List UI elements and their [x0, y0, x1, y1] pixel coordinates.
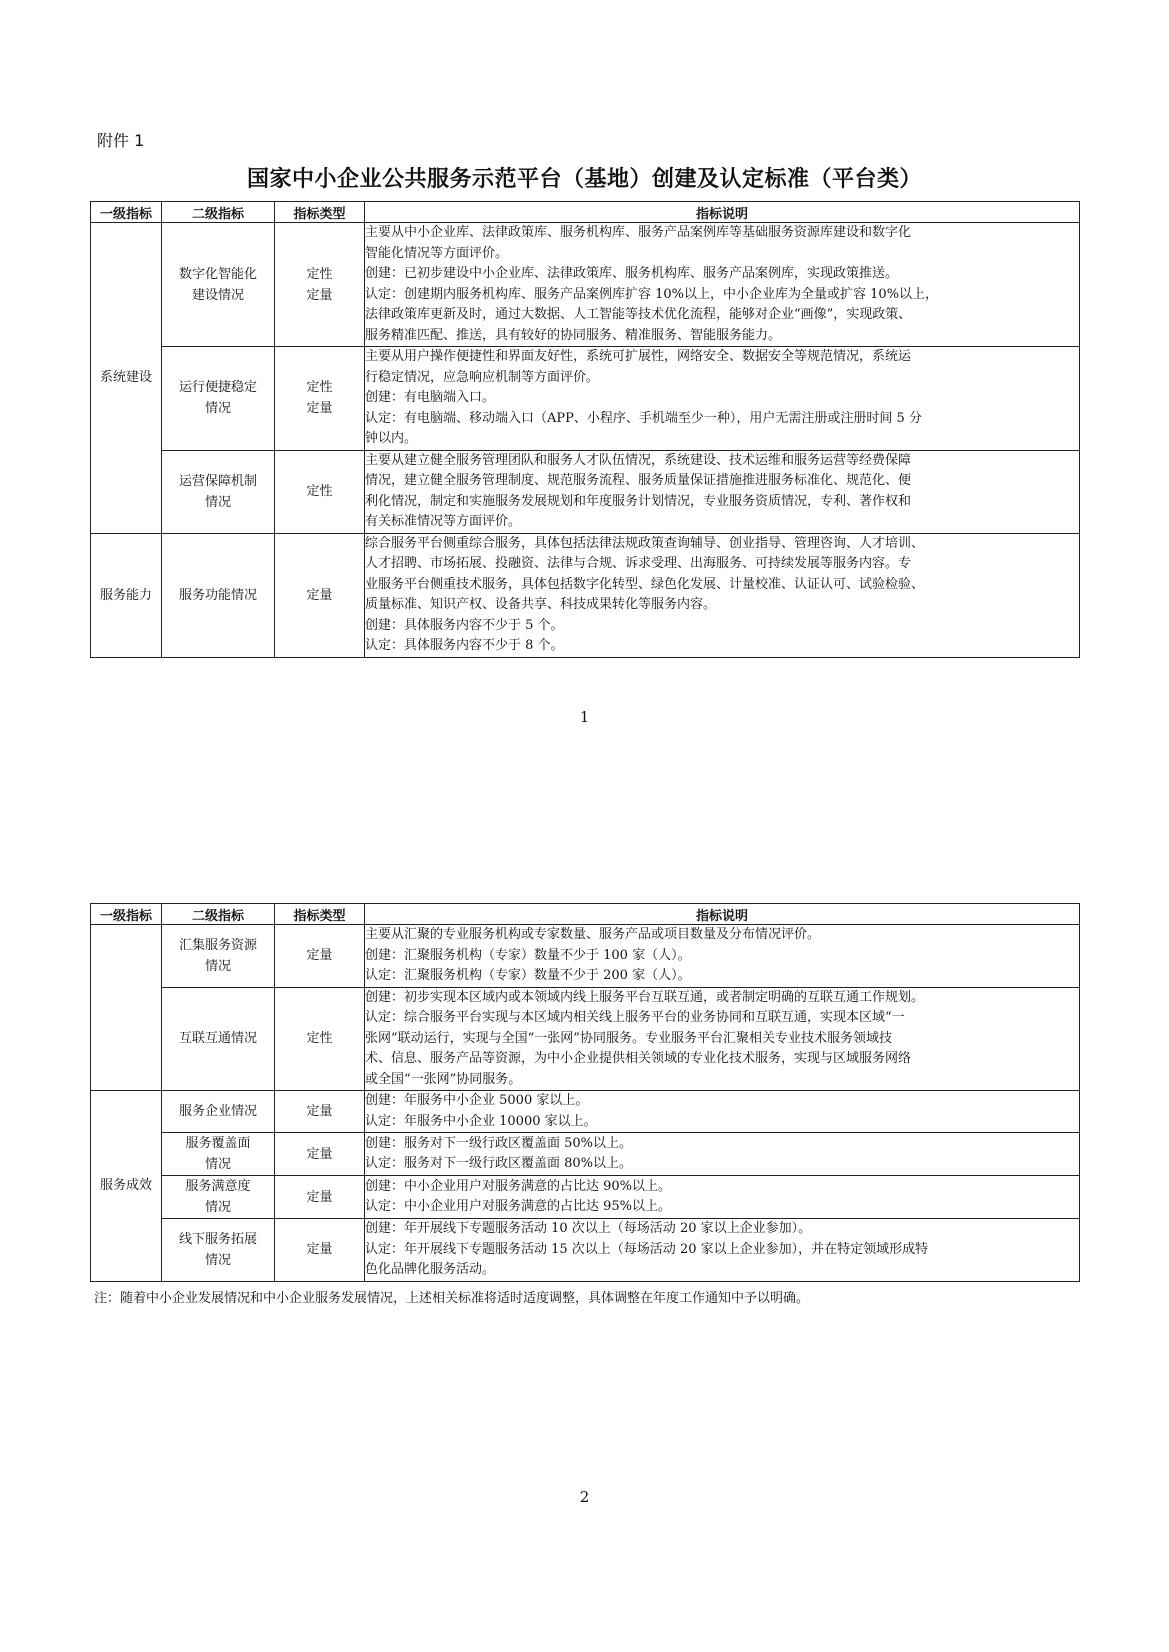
indicator-description — [365, 1219, 1080, 1282]
desc-line: 创建：服务对下一级行政区覆盖面 50%以上。 — [365, 1135, 633, 1151]
indicator-name — [162, 450, 275, 533]
table-row — [91, 533, 1080, 657]
indicator-type — [275, 450, 365, 533]
indicator-name — [162, 1176, 275, 1219]
header-type: 指标类型 — [275, 202, 365, 223]
desc-line: 创建：具体服务内容不少于 5 个。 — [365, 617, 564, 633]
desc-line: 认定：中小企业用户对服务满意的占比达 95%以上。 — [365, 1199, 672, 1214]
indicator-name — [162, 1091, 275, 1133]
indicator-description — [365, 347, 1080, 451]
desc-line: 认定：年服务中小企业 10000 家以上。 — [365, 1113, 597, 1129]
indicator-name-line: 情况 — [204, 958, 231, 974]
page-number-2: 2 — [579, 1488, 590, 1506]
standards-table-page-2 — [90, 903, 1080, 1282]
group-service-effectiveness: 服务成效 — [91, 1091, 162, 1282]
header-desc: 指标说明 — [365, 904, 1080, 925]
indicator-name-line: 情况 — [204, 401, 231, 417]
desc-line: 业服务平台侧重技术服务，具体包括数字化转型、绿色化发展、计量校准、认证认可、试验检验、 — [365, 576, 925, 592]
desc-line: 质量标准、知识产权、设备共享、科技成果转化等服务内容。 — [365, 597, 717, 612]
desc-line: 综合服务平台侧重综合服务，具体包括法律法规政策查询辅导、创业指导、管理咨询、人才培训、 — [365, 535, 925, 551]
indicator-description — [365, 1176, 1080, 1219]
indicator-name-line: 运行便捷稳定 — [178, 380, 257, 396]
table-row — [91, 1219, 1080, 1282]
indicator-name-line: 情况 — [204, 1157, 231, 1172]
desc-line: 人才招聘、市场拓展、投融资、法律与合规、诉求受理、出海服务、可持续发展等服务内容。专 — [365, 556, 912, 571]
table-row — [91, 1091, 1080, 1133]
desc-line: 有关标准情况等方面评价。 — [365, 514, 522, 529]
indicator-description — [365, 1091, 1080, 1133]
desc-line: 行稳定情况，应急响应机制等方面评价。 — [365, 369, 600, 385]
desc-line: 创建：初步实现本区域内或本领域内线上服务平台互联互通，或者制定明确的互联互通工作规划。 — [365, 989, 925, 1005]
indicator-type-line: 定量 — [306, 1104, 333, 1119]
desc-line: 法律政策库更新及时，通过大数据、人工智能等技术优化流程，能够对企业“画像”，实现政策、 — [365, 307, 912, 322]
indicator-type-line: 定量 — [306, 287, 333, 303]
indicator-type-line: 定量 — [306, 1189, 333, 1205]
desc-line: 认定：具体服务内容不少于 8 个。 — [365, 638, 564, 653]
desc-line: 创建：年服务中小企业 5000 家以上。 — [365, 1093, 589, 1108]
indicator-name — [162, 1133, 275, 1176]
indicator-name — [162, 223, 275, 347]
indicator-name — [162, 987, 275, 1091]
table-row — [91, 223, 1080, 347]
page-number-1: 1 — [579, 708, 590, 726]
desc-line: 服务精准匹配、推送，具有较好的协同服务、精准服务、智能服务能力。 — [365, 327, 782, 343]
indicator-type-line: 定性 — [306, 266, 333, 282]
group-service-capability: 服务能力 — [91, 533, 162, 657]
desc-line: 情况，建立健全服务管理制度、规范服务流程、服务质量保证措施推进服务标准化、规范化、便 — [365, 473, 912, 488]
indicator-name-line: 数字化智能化 — [178, 266, 257, 282]
indicator-name-line: 运营保障机制 — [178, 473, 257, 489]
desc-line: 认定：有电脑端、移动端入口（APP、小程序、手机端至少一种），用户无需注册或注册时间 5 分 — [365, 410, 922, 426]
table-row — [91, 347, 1080, 451]
indicator-type — [275, 1091, 365, 1133]
header-level2: 二级指标 — [162, 904, 275, 925]
group-continued — [91, 925, 162, 1091]
indicator-type-line: 定性 — [306, 1031, 333, 1047]
standards-table-page-1 — [90, 201, 1080, 658]
indicator-type-line: 定量 — [306, 587, 333, 603]
desc-line: 利化情况，制定和实施服务发展规划和年度服务计划情况，专业服务资质情况，专利、著作权和 — [365, 493, 912, 509]
table-row — [91, 450, 1080, 533]
indicator-name-line: 情况 — [204, 1252, 231, 1268]
indicator-type-line: 定量 — [306, 401, 333, 417]
indicator-type-line: 定性 — [306, 380, 333, 396]
desc-line: 认定：年开展线下专题服务活动 15 次以上（每场活动 20 家以上企业参加），并在特定领域形成特 — [365, 1241, 929, 1257]
indicator-name — [162, 533, 275, 657]
indicator-type — [275, 223, 365, 347]
header-type: 指标类型 — [275, 904, 365, 925]
desc-line: 色化品牌化服务活动。 — [365, 1262, 496, 1277]
indicator-type — [275, 987, 365, 1091]
table-header-row — [91, 904, 1080, 925]
desc-line: 主要从中小企业库、法律政策库、服务机构库、服务产品案例库等基础服务资源库建设和数字化 — [365, 225, 912, 240]
indicator-description — [365, 533, 1080, 657]
desc-line: 创建：中小企业用户对服务满意的占比达 90%以上。 — [365, 1178, 672, 1194]
indicator-name-line: 线下服务拓展 — [178, 1231, 257, 1247]
desc-line: 钟以内。 — [365, 431, 418, 446]
indicator-type — [275, 1219, 365, 1282]
indicator-name — [162, 925, 275, 988]
desc-line: 创建：年开展线下专题服务活动 10 次以上（每场活动 20 家以上企业参加）。 — [365, 1221, 812, 1236]
footnote: 注：随着中小企业发展情况和中小企业服务发展情况，上述相关标准将适时适度调整，具体调整在年度工作通知中予以明确。 — [94, 1291, 810, 1306]
desc-line: 主要从建立健全服务管理团队和服务人才队伍情况，系统建设、技术运维和服务运营等经费保障 — [365, 452, 912, 468]
indicator-type-line: 定性 — [306, 484, 333, 499]
header-level1: 一级指标 — [91, 202, 162, 223]
indicator-name-line: 服务满意度 — [185, 1179, 251, 1194]
table-row — [91, 1133, 1080, 1176]
indicator-description — [365, 1133, 1080, 1176]
header-desc: 指标说明 — [365, 202, 1080, 223]
indicator-type — [275, 1133, 365, 1176]
desc-line: 智能化情况等方面评价。 — [365, 245, 509, 261]
desc-line: 认定：综合服务平台实现与本区域内相关线上服务平台的业务协同和互联互通，实现本区域“一 — [365, 1010, 905, 1025]
desc-line: 张网”联动运行，实现与全国“一张网”协同服务。专业服务平台汇聚相关专业技术服务领域技 — [365, 1030, 892, 1046]
indicator-name-line: 建设情况 — [191, 287, 244, 303]
indicator-type — [275, 925, 365, 988]
header-level1: 一级指标 — [91, 904, 162, 925]
indicator-name-line: 情况 — [204, 1200, 231, 1215]
table-row — [91, 1176, 1080, 1219]
desc-line: 主要从用户操作便捷性和界面友好性，系统可扩展性，网络安全、数据安全等规范情况，系统运 — [365, 349, 912, 364]
indicator-type — [275, 1176, 365, 1219]
indicator-name — [162, 1219, 275, 1282]
indicator-description — [365, 450, 1080, 533]
desc-line: 创建：汇聚服务机构（专家）数量不少于 100 家（人）。 — [365, 947, 691, 963]
indicator-name-line: 汇集服务资源 — [178, 937, 257, 953]
desc-line: 或全国“一张网”协同服务。 — [365, 1071, 522, 1087]
group-system-construction: 系统建设 — [91, 223, 162, 534]
indicator-name-line: 互联互通情况 — [178, 1031, 257, 1047]
desc-line: 创建：有电脑端入口。 — [365, 390, 496, 405]
desc-line: 认定：创建期内服务机构库、服务产品案例库扩容 10%以上，中小企业库为全量或扩容 10%以上， — [365, 286, 939, 302]
indicator-name-line: 服务企业情况 — [178, 1104, 257, 1119]
desc-line: 认定：汇聚服务机构（专家）数量不少于 200 家（人）。 — [365, 968, 691, 983]
indicator-type-line: 定量 — [306, 1146, 333, 1162]
indicator-type — [275, 347, 365, 451]
desc-line: 创建：已初步建设中小企业库、法律政策库、服务机构库、服务产品案例库，实现政策推送。 — [365, 266, 899, 281]
indicator-description — [365, 987, 1080, 1091]
document-title: 国家中小企业公共服务示范平台（基地）创建及认定标准（平台类） — [246, 167, 922, 192]
table-header-row — [91, 202, 1080, 223]
table-row — [91, 925, 1080, 988]
indicator-description — [365, 925, 1080, 988]
header-level2: 二级指标 — [162, 202, 275, 223]
indicator-type-line: 定量 — [306, 948, 333, 964]
indicator-name — [162, 347, 275, 451]
indicator-name-line: 服务功能情况 — [178, 587, 257, 603]
attachment-label: 附件 1 — [97, 131, 145, 150]
desc-line: 术、信息、服务产品等资源，为中小企业提供相关领域的专业化技术服务，实现与区域服务网络 — [365, 1051, 912, 1066]
desc-line: 主要从汇聚的专业服务机构或专家数量、服务产品或项目数量及分布情况评价。 — [365, 927, 821, 942]
indicator-name-line: 情况 — [204, 494, 231, 510]
desc-line: 认定：服务对下一级行政区覆盖面 80%以上。 — [365, 1156, 633, 1171]
indicator-type-line: 定量 — [306, 1242, 333, 1258]
indicator-description — [365, 223, 1080, 347]
indicator-name-line: 服务覆盖面 — [185, 1136, 251, 1151]
table-row — [91, 987, 1080, 1091]
indicator-type — [275, 533, 365, 657]
